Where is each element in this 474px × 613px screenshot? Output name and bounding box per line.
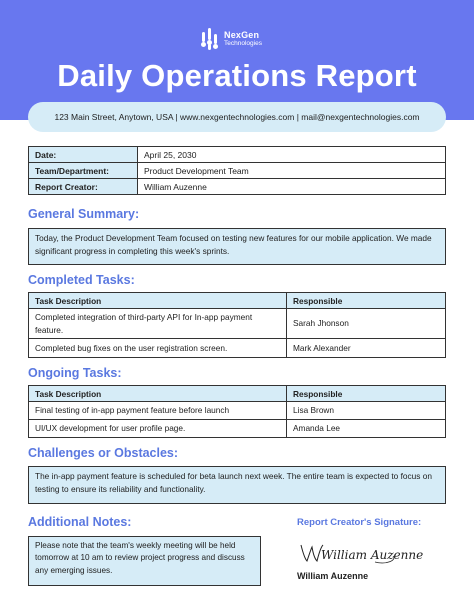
page-title: Daily Operations Report: [57, 58, 417, 93]
info-label: Team/Department:: [29, 163, 138, 179]
column-header-task: Task Description: [29, 386, 287, 402]
report-info-table: [28, 146, 446, 195]
task-cell: UI/UX development for user profile page.: [29, 420, 287, 438]
completed-tasks-heading: Completed Tasks:: [28, 273, 135, 287]
info-value: William Auzenne: [138, 179, 446, 195]
contact-bar: 123 Main Street, Anytown, USA | www.nexgentechnologies.com | mail@nexgentechnologies.com: [28, 102, 446, 132]
task-cell: Completed integration of third-party API for In-app payment feature.: [29, 309, 287, 339]
table-row: [29, 402, 446, 420]
brand-tagline: Technologies: [224, 39, 262, 47]
table-row: [29, 309, 446, 339]
brand-name: NexGen: [224, 29, 260, 40]
task-cell: Completed bug fixes on the user registration screen.: [29, 339, 287, 358]
signature-heading: Report Creator's Signature:: [297, 517, 422, 528]
challenges-heading: Challenges or Obstacles:: [28, 446, 179, 460]
table-row: [29, 339, 446, 358]
general-summary-text: Today, the Product Development Team focused on testing new features for our mobile application. We made significant progress in completing this week's sprints.: [28, 228, 446, 265]
challenges-text: The in-app payment feature is scheduled for beta launch next week. The entire team is expected to focus on testing to ensure its reliability and functionality.: [28, 466, 446, 504]
responsible-cell: Sarah Jhonson: [287, 309, 446, 339]
responsible-cell: Lisa Brown: [287, 402, 446, 420]
signature-script: William Auzenne: [321, 548, 424, 562]
responsible-cell: Mark Alexander: [287, 339, 446, 358]
ongoing-tasks-table: [28, 385, 446, 438]
table-row: [29, 420, 446, 438]
column-header-task: Task Description: [29, 293, 287, 309]
completed-tasks-table: [28, 292, 446, 358]
info-label: Date:: [29, 147, 138, 163]
info-row-date: [29, 147, 446, 163]
responsible-cell: Amanda Lee: [287, 420, 446, 438]
info-value: April 25, 2030: [138, 147, 446, 163]
info-label: Report Creator:: [29, 179, 138, 195]
info-value: Product Development Team: [138, 163, 446, 179]
signature-image: [297, 539, 447, 567]
signature-name: William Auzenne: [297, 571, 369, 581]
table-header-row: [29, 293, 446, 309]
task-cell: Final testing of in-app payment feature before launch: [29, 402, 287, 420]
info-row-creator: [29, 179, 446, 195]
general-summary-heading: General Summary:: [28, 207, 140, 221]
info-row-team: [29, 163, 446, 179]
column-header-responsible: Responsible: [287, 293, 446, 309]
additional-notes-heading: Additional Notes:: [28, 515, 132, 529]
table-header-row: [29, 386, 446, 402]
ongoing-tasks-heading: Ongoing Tasks:: [28, 366, 122, 380]
additional-notes-text: Please note that the team's weekly meeting will be held tomorrow at 10 am to review project progress and discuss any emerging issues.: [28, 536, 261, 586]
brand-logo: [200, 28, 262, 50]
column-header-responsible: Responsible: [287, 386, 446, 402]
circuit-logo-icon: [200, 28, 220, 50]
